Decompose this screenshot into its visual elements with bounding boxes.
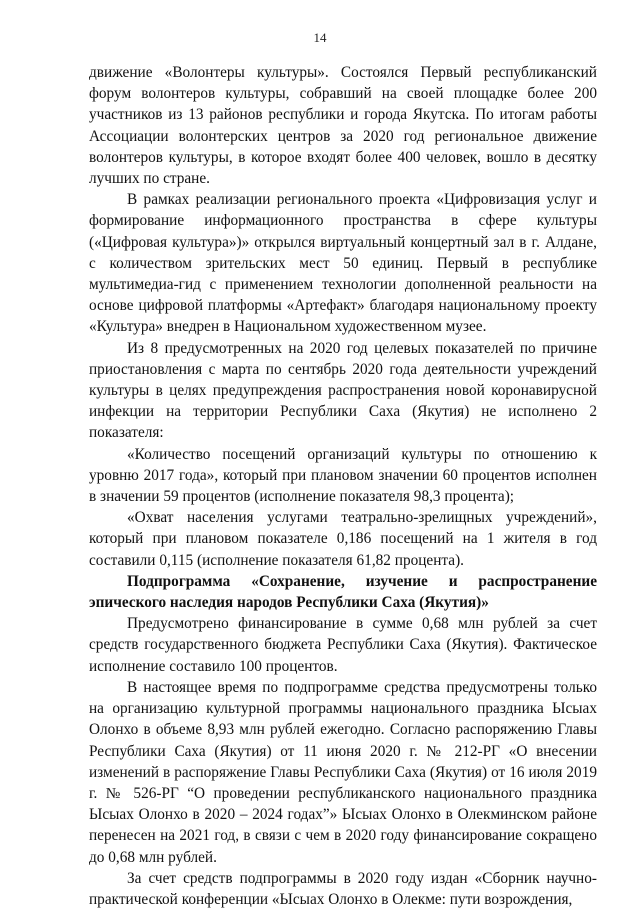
paragraph-collection-published: За счет средств подпрограммы в 2020 году издан «Сборник научно-практической конференции «Ысыах Олонхо в Олекме: пути возрождения, bbox=[89, 869, 597, 908]
page-number: 14 bbox=[313, 30, 327, 45]
paragraph-indicator-coverage: «Охват населения услугами театрально-зрелищных учреждений», который при плановом показателе 0,186 посещений на 1 жителя в год составили 0,115 (исполнение показателя 61,82 процента). bbox=[89, 509, 597, 569]
subprogram-heading: Подпрограмма «Сохранение, изучение и распространение эпического наследия народов Республики Саха (Якутия)» bbox=[89, 572, 597, 612]
paragraph-indicator-visits: «Количество посещений организаций культуры по отношению к уровню 2017 года», который при плановом значении 60 процентов исполнен в значении 59 процентов (исполнение показателя 98,3 процента); bbox=[89, 445, 597, 506]
paragraph-volunteers: движение «Волонтеры культуры». Состоялся Первый республиканский форум волонтеров культуры, собравший на своей площадке более 200 участников из 13 районов республики и города Якутска. По итогам работы Ассоциации волонтерских центров за 2020 год региональное движение волонтеров культуры, в которое входят более 400 человек, вошло в десятку лучших по стране. bbox=[89, 64, 597, 188]
paragraph-ysyakh-olonkho: В настоящее время по подпрограмме средства предусмотрены только на организацию культурной программы национального праздника Ысыах Олонхо в объеме 8,93 млн рублей ежегодно. Согласно распоряжению Главы Республики Саха (Якутия) от 11 июня 2020 г. № 212-РГ «О внесении изменений в распоряжение Главы Республики Саха (Якутия) от 16 июля 2019 г. № 526-РГ “О проведении республиканского национального праздника Ысыах Олонхо в 2020 – 2024 годах”» Ысыах Олонхо в Олекминском районе перенесен на 2021 год, в связи с чем в 2020 году финансирование сокращено до 0,68 млн рублей. bbox=[89, 678, 597, 866]
paragraph-digital-culture: В рамках реализации регионального проекта «Цифровизация услуг и формирование информационного пространства в сфере культуры («Цифровая культура»)» открылся виртуальный концертный зал в г. Алдане, с количеством зрительских мест 50 единиц. Первый в республике мультимедиа-гид с применением технологии дополненной реальности на основе цифровой платформы «Артефакт» благодаря национальному проекту «Культура» внедрен в Национальном художественном музее. bbox=[89, 191, 597, 336]
document-body bbox=[89, 62, 597, 910]
paragraph-financing: Предусмотрено финансирование в сумме 0,68 млн рублей за счет средств государственного бюджета Республики Саха (Якутия). Фактическое исполнение составило 100 процентов. bbox=[89, 615, 597, 675]
paragraph-target-indicators: Из 8 предусмотренных на 2020 год целевых показателей по причине приостановления с марта по сентябрь 2020 года деятельности учреждений культуры в целях предупреждения распространения новой коронавирусной инфекции на территории Республики Саха (Якутия) не исполнено 2 показателя: bbox=[89, 339, 597, 442]
